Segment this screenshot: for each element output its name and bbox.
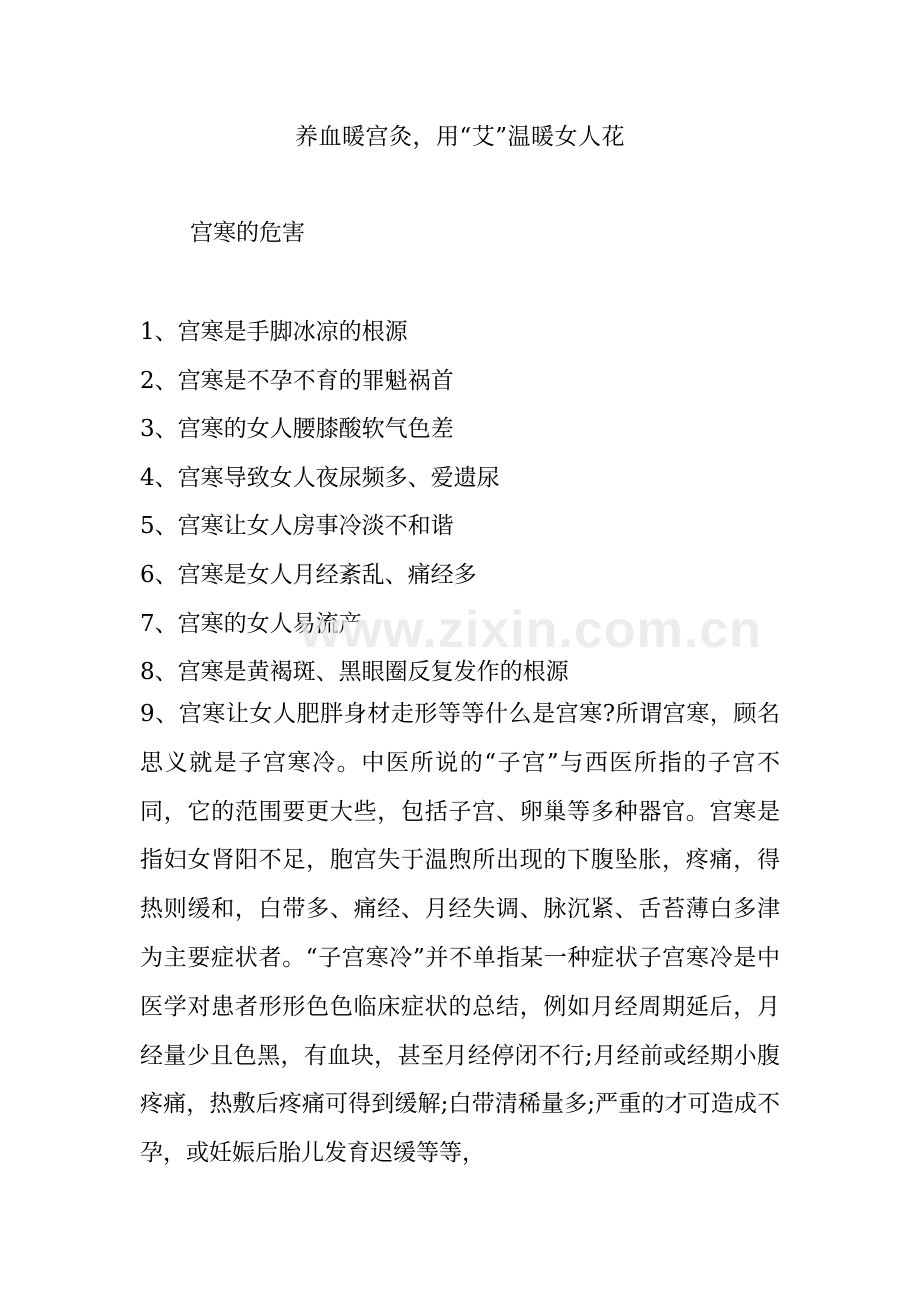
list-item: 1、宫寒是手脚冰凉的根源 <box>140 319 408 345</box>
list-item: 4、宫寒导致女人夜尿频多、爱遗尿 <box>140 464 500 491</box>
section-heading: 宫寒的危害 <box>190 220 305 246</box>
list-item: 3、宫寒的女人腰膝酸软气色差 <box>140 416 454 443</box>
list-item: 5、宫寒让女人房事冷淡不和谐 <box>140 513 454 540</box>
document-title: 养血暖宫灸，用“艾”温暖女人花 <box>294 124 626 150</box>
body-paragraph: 9、宫寒让女人肥胖身材走形等等什么是宫寒?所谓宫寒，顾名思义就是子宫寒冷。中医所说的“子宫”与西医所指的子宫不同，它的范围要更大些，包括子宫、卵巢等多种器官。宫寒是指妇女肾阳不足，胞宫失于温煦所出现的下腹坠胀，疼痛，得热则缓和，白带多、痛经、月经失调、脉沉紧、舌苔薄白多津为主要症状者。“子宫寒冷”并不单指某一种症状子宫寒冷是中医学对患者形形色色临床症状的总结，例如月经周期延后，月经量少且色黑，有血块，甚至月经停闭不行;月经前或经期小腹疼痛，热敷后疼痛可得到缓解;白带清稀量多;严重的才可造成不孕，或妊娠后胎儿发育迟缓等等， <box>140 701 780 1167</box>
list-item: 8、宫寒是黄褐斑、黑眼圈反复发作的根源 <box>140 659 569 686</box>
watermark: www.zixin.com.cn <box>300 601 762 659</box>
list-item: 2、宫寒是不孕不育的罪魁祸首 <box>140 367 454 394</box>
list-item: 7、宫寒的女人易流产 <box>140 610 362 637</box>
list-item: 6、宫寒是女人月经紊乱、痛经多 <box>140 561 477 588</box>
harm-list <box>140 308 780 697</box>
